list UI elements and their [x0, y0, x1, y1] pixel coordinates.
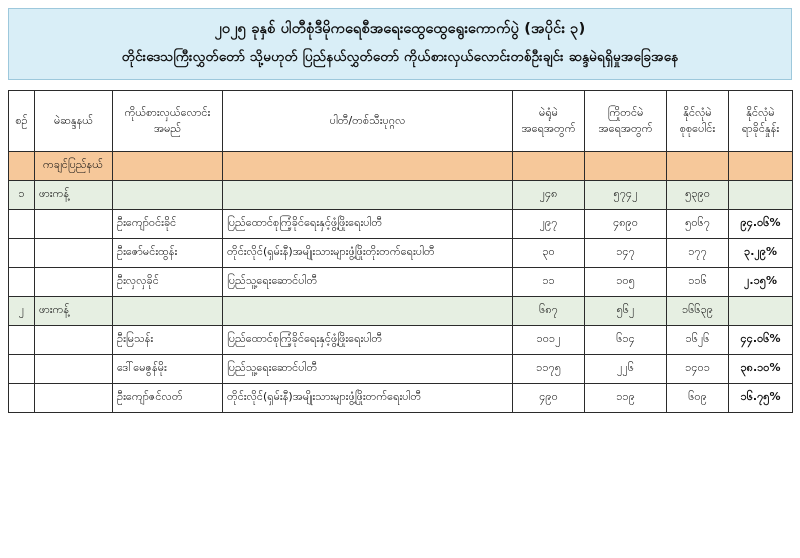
- cell-percentage: ၄၄.၀၆%: [729, 326, 793, 355]
- cell-percentage: ၉၄.၀၆%: [729, 210, 793, 239]
- cell-party: တိုင်းလိုင်(ရှမ်းနီ)အမျိုးသားများဖွံ့ဖြိုးတိုးတက်ရေးပါတီ: [223, 239, 513, 268]
- cell-party: ပြည်ထောင်စုကြံ့ခိုင်ရေးနှင့်ဖွံ့ဖြိုးရေးပါတီ: [223, 210, 513, 239]
- cell-constituency: ကချင်ပြည်နယ်: [35, 152, 113, 181]
- cell-advance-votes: ၅၇၄၂: [585, 181, 667, 210]
- page-title: ၂၀၂၅ ခုနှစ် ပါတီစုံဒီမိုကရေစီအရေးထွေထွေရွေးကောက်ပွဲ (အပိုင်း ၃): [214, 21, 586, 37]
- cell-party: တိုင်းလိုင်(ရှမ်းနီ)အမျိုးသားများဖွံ့ဖြိုးတက်ရေးပါတီ: [223, 384, 513, 413]
- cell-no: [9, 210, 35, 239]
- cell-advance-votes: [585, 152, 667, 181]
- cell-advance-votes: ၆၁၄: [585, 326, 667, 355]
- table-row: [9, 239, 793, 268]
- table-row: [9, 384, 793, 413]
- column-header-percentage: နိုင်လုံမဲ ရာခိုင်နှုန်း: [729, 91, 793, 152]
- cell-advance-votes: ၅၆၂: [585, 297, 667, 326]
- table-row: [9, 268, 793, 297]
- cell-no: [9, 268, 35, 297]
- cell-advance-votes: ၁၁၉: [585, 384, 667, 413]
- column-header-no: စဉ်: [9, 91, 35, 152]
- cell-no: [9, 239, 35, 268]
- cell-party: ပြည်ထောင်စုကြံ့ခိုင်ရေးနှင့်ဖွံ့ဖြိုးရေးပါတီ: [223, 326, 513, 355]
- cell-votes: ၁၁: [513, 268, 585, 297]
- cell-total-votes: ၁၄၀၁: [667, 355, 729, 384]
- cell-no: [9, 152, 35, 181]
- cell-votes: ၂၉၇: [513, 210, 585, 239]
- table-header-row: [9, 91, 793, 152]
- table-row: [9, 152, 793, 181]
- cell-constituency: [35, 239, 113, 268]
- cell-candidate: [113, 181, 223, 210]
- cell-no: [9, 355, 35, 384]
- cell-total-votes: [667, 152, 729, 181]
- cell-total-votes: ၁၆၆၃၉: [667, 297, 729, 326]
- column-header-votes: မဲရုံမဲ အရေအတွက်: [513, 91, 585, 152]
- cell-constituency: ဖားကန့်: [35, 297, 113, 326]
- cell-no: ၂: [9, 297, 35, 326]
- column-header-advance-votes: ကြိုတင်မဲ အရေအတွက်: [585, 91, 667, 152]
- cell-candidate: ဦးလှလှခိုင်: [113, 268, 223, 297]
- cell-advance-votes: ၁၄၇: [585, 239, 667, 268]
- cell-no: [9, 326, 35, 355]
- cell-candidate: [113, 297, 223, 326]
- table-body: [9, 152, 793, 413]
- cell-party: [223, 297, 513, 326]
- cell-total-votes: ၁၇၇: [667, 239, 729, 268]
- cell-candidate: [113, 152, 223, 181]
- cell-percentage: ၂.၁၅%: [729, 268, 793, 297]
- table-row: [9, 181, 793, 210]
- cell-party: ပြည်သူ့ရေးဆောင်ပါတီ: [223, 268, 513, 297]
- cell-no: ၁: [9, 181, 35, 210]
- table-row: [9, 326, 793, 355]
- document-page: [0, 8, 800, 558]
- cell-votes: ၆၈၇: [513, 297, 585, 326]
- cell-votes: ၂၄၈: [513, 181, 585, 210]
- cell-candidate: ဦးကျော်ဝင်းခိုင်: [113, 210, 223, 239]
- cell-party: [223, 152, 513, 181]
- cell-constituency: [35, 355, 113, 384]
- cell-votes: ၁၀၁၂: [513, 326, 585, 355]
- page-subtitle: တိုင်းဒေသကြီးလွှတ်တော် သို့မဟုတ် ပြည်နယ်လွှတ်တော် ကိုယ်စားလှယ်လောင်းတစ်ဦးချင်း ဆန္ဒမဲရရှိမှုအခြေအနေ: [121, 48, 679, 65]
- cell-votes: ၁၁၇၅: [513, 355, 585, 384]
- cell-constituency: [35, 326, 113, 355]
- cell-candidate: ဦးကျော်ဇင်လတ်: [113, 384, 223, 413]
- cell-total-votes: ၅၃၉၀: [667, 181, 729, 210]
- table-header: [9, 91, 793, 152]
- cell-percentage: ၁၆.၇၅%: [729, 384, 793, 413]
- cell-constituency: [35, 268, 113, 297]
- column-header-candidate: ကိုယ်စားလှယ်လောင်း အမည်: [113, 91, 223, 152]
- table-row: [9, 210, 793, 239]
- table-row: [9, 355, 793, 384]
- cell-votes: ၃၀: [513, 239, 585, 268]
- cell-advance-votes: ၄၈၉၀: [585, 210, 667, 239]
- cell-total-votes: ၁၁၆: [667, 268, 729, 297]
- cell-total-votes: ၅၀၆၇: [667, 210, 729, 239]
- cell-no: [9, 384, 35, 413]
- cell-constituency: [35, 210, 113, 239]
- cell-percentage: ၃၈.၁၀%: [729, 355, 793, 384]
- cell-candidate: ဦးဇော်မင်းထွန်း: [113, 239, 223, 268]
- cell-total-votes: ၁၆၂၆: [667, 326, 729, 355]
- column-header-total-votes: နိုင်လုံမဲ စုစုပေါင်း: [667, 91, 729, 152]
- results-table-container: [8, 90, 792, 413]
- cell-candidate: ဦးမြသန်း: [113, 326, 223, 355]
- cell-constituency: ဖားကန့်: [35, 181, 113, 210]
- document-header: [8, 8, 792, 80]
- cell-candidate: ဒေါ်မေဇွန်မိုး: [113, 355, 223, 384]
- cell-percentage: [729, 181, 793, 210]
- column-header-constituency: မဲဆန္ဒနယ်: [35, 91, 113, 152]
- cell-total-votes: ၆၀၉: [667, 384, 729, 413]
- results-table: [8, 90, 793, 413]
- cell-votes: ၄၉၀: [513, 384, 585, 413]
- table-row: [9, 297, 793, 326]
- cell-percentage: [729, 297, 793, 326]
- cell-party: [223, 181, 513, 210]
- cell-advance-votes: ၁၀၅: [585, 268, 667, 297]
- cell-percentage: [729, 152, 793, 181]
- cell-constituency: [35, 384, 113, 413]
- column-header-party: ပါတီ/တစ်သီးပုဂ္ဂလ: [223, 91, 513, 152]
- cell-party: ပြည်သူ့ရေးဆောင်ပါတီ: [223, 355, 513, 384]
- cell-votes: [513, 152, 585, 181]
- cell-advance-votes: ၂၂၆: [585, 355, 667, 384]
- cell-percentage: ၃.၂၉%: [729, 239, 793, 268]
